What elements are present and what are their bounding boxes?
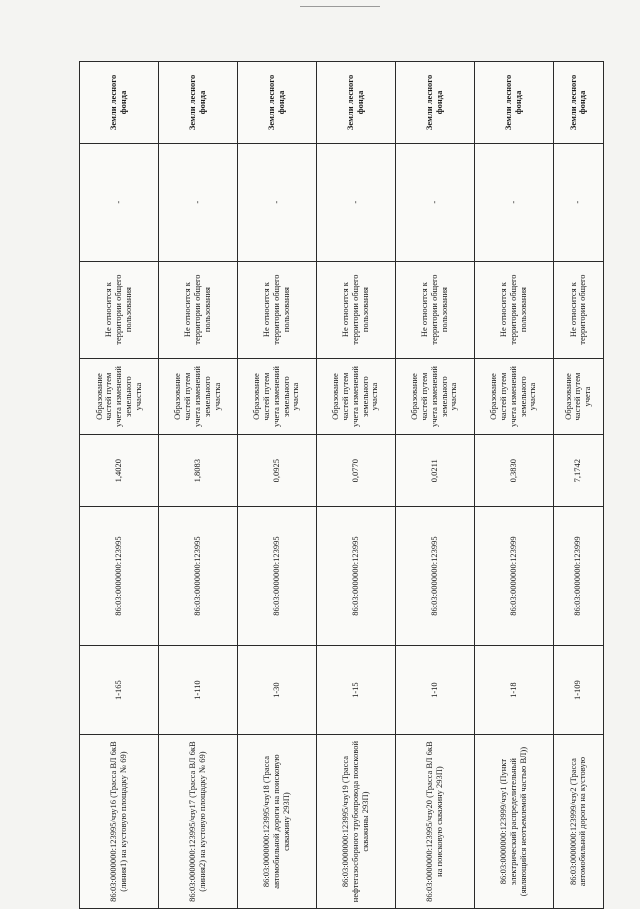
object-cell: 86:03:0000000:123995/чзу20 (Трасса ВЛ 6кВ на поисковую скважину 293П)	[395, 735, 474, 909]
land-register-table	[79, 61, 604, 909]
cadastral-cell: 86:03:0000000:123999	[553, 507, 603, 646]
cadastral-cell: 86:03:0000000:123995	[80, 507, 159, 646]
area-cell: 0,0770	[316, 435, 395, 507]
category-cell: Земли лесного фонда	[80, 62, 159, 144]
code-cell: 1-109	[553, 646, 603, 735]
area-cell: 7,1742	[553, 435, 603, 507]
object-cell: 86:03:0000000:123995/чзу17 (Трасса ВЛ 6кВ (линия2) на кустовую площадку № 69)	[158, 735, 237, 909]
method-cell: Образование частей путем учета изменений земельного участка	[474, 358, 553, 435]
code-cell: 1-30	[237, 646, 316, 735]
public-use-cell: Не относится к территории общего пользования	[395, 261, 474, 358]
table-row	[395, 62, 474, 909]
table-row	[237, 62, 316, 909]
cadastral-cell: 86:03:0000000:123995	[316, 507, 395, 646]
public-use-cell: Не относится к территории общего	[553, 261, 603, 358]
dash-cell: -	[158, 143, 237, 261]
area-cell: 0,0211	[395, 435, 474, 507]
category-cell: Земли лесного фонда	[395, 62, 474, 144]
object-cell: 86:03:0000000:123999/чзу2 (Трасса автомобильной дороги на кустовую	[553, 735, 603, 909]
method-cell: Образование частей путем учета изменений земельного участка	[80, 358, 159, 435]
object-cell: 86:03:0000000:123995/чзу19 (Трасса нефтегазосборного трубопровода поисковой скважины 293П)	[316, 735, 395, 909]
cadastral-cell: 86:03:0000000:123995	[158, 507, 237, 646]
table-row	[80, 62, 159, 909]
table-row	[474, 62, 553, 909]
public-use-cell: Не относится к территории общего пользования	[474, 261, 553, 358]
dash-cell: -	[80, 143, 159, 261]
public-use-cell: Не относится к территории общего пользования	[237, 261, 316, 358]
dash-cell: -	[237, 143, 316, 261]
dash-cell: -	[474, 143, 553, 261]
table-row	[316, 62, 395, 909]
object-cell: 86:03:0000000:123995/чзу18 (Трасса автомобильной дороги на поисковую скважину 293П)	[237, 735, 316, 909]
code-cell: 1-15	[316, 646, 395, 735]
code-cell: 1-110	[158, 646, 237, 735]
cadastral-cell: 86:03:0000000:123999	[474, 507, 553, 646]
category-cell: Земли лесного фонда	[553, 62, 603, 144]
method-cell: Образование частей путем учета	[553, 358, 603, 435]
scan-artifact-top	[300, 6, 380, 7]
dash-cell: -	[553, 143, 603, 261]
category-cell: Земли лесного фонда	[316, 62, 395, 144]
object-cell: 86:03:0000000:123999/чзу1 (Пункт электрический распределительный (являющийся неотъемлемой частью ВЛ))	[474, 735, 553, 909]
cadastral-cell: 86:03:0000000:123995	[237, 507, 316, 646]
public-use-cell: Не относится к территории общего пользования	[316, 261, 395, 358]
code-cell: 1-165	[80, 646, 159, 735]
dash-cell: -	[395, 143, 474, 261]
category-cell: Земли лесного фонда	[158, 62, 237, 144]
category-cell: Земли лесного фонда	[474, 62, 553, 144]
dash-cell: -	[316, 143, 395, 261]
method-cell: Образование частей путем учета изменений земельного участка	[158, 358, 237, 435]
area-cell: 0,3830	[474, 435, 553, 507]
object-cell: 86:03:0000000:123995/чзу16 (Трасса ВЛ 6кВ (линия1) на кустовую площадку № 69)	[80, 735, 159, 909]
method-cell: Образование частей путем учета изменений земельного участка	[316, 358, 395, 435]
area-cell: 0,0925	[237, 435, 316, 507]
method-cell: Образование частей путем учета изменений земельного участка	[237, 358, 316, 435]
table-row	[158, 62, 237, 909]
public-use-cell: Не относится к территории общего пользования	[80, 261, 159, 358]
method-cell: Образование частей путем учета изменений земельного участка	[395, 358, 474, 435]
table-row	[553, 62, 603, 909]
area-cell: 1,8083	[158, 435, 237, 507]
code-cell: 1-10	[395, 646, 474, 735]
public-use-cell: Не относится к территории общего пользования	[158, 261, 237, 358]
code-cell: 1-18	[474, 646, 553, 735]
area-cell: 1,4020	[80, 435, 159, 507]
cadastral-cell: 86:03:0000000:123995	[395, 507, 474, 646]
category-cell: Земли лесного фонда	[237, 62, 316, 144]
